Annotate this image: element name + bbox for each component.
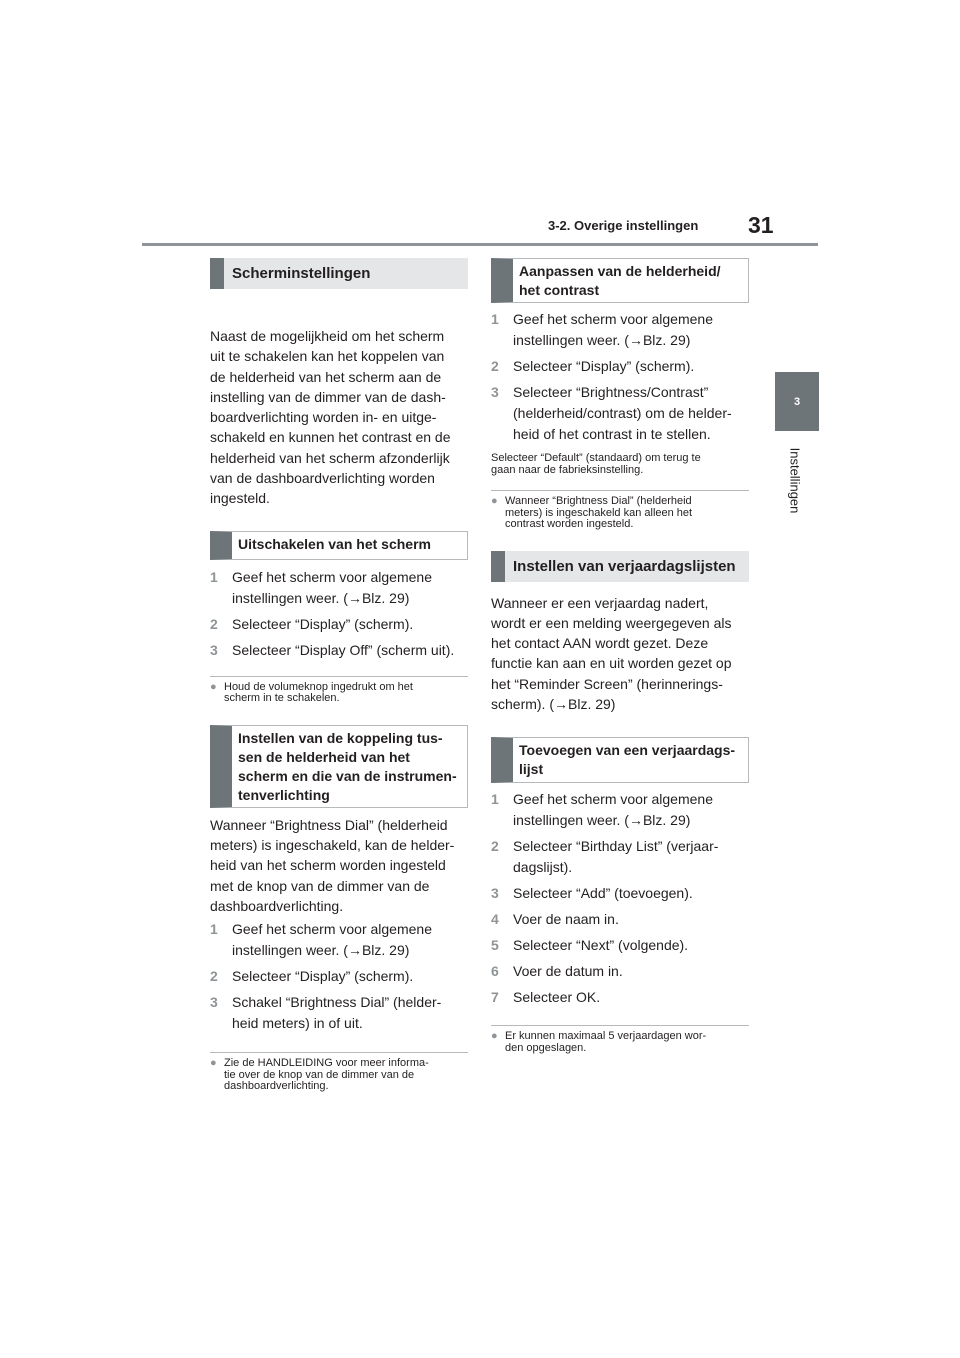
subheading-helderheid-contrast: Aanpassen van de helderheid/ het contrast <box>491 258 749 303</box>
step-item: 2 Selecteer “Display” (scherm). <box>210 615 414 632</box>
step-item: 3 Schakel “Brightness Dial” (helder- heid meters) in of uit. <box>210 994 442 1032</box>
step-item: 3 Selecteer “Add” (toevoegen). <box>491 885 693 902</box>
left-column <box>210 258 468 1093</box>
bullet-icon: ● <box>210 680 217 693</box>
note-volumeknop: ● Houd de volumeknop ingedrukt om het scherm in te schakelen. <box>210 680 413 705</box>
step-item: 1 Geef het scherm voor algemene instellingen weer. (→Blz. 29) <box>210 921 432 959</box>
step-item: 7 Selecteer OK. <box>491 989 601 1006</box>
step-item: 2 Selecteer “Display” (scherm). <box>491 358 695 374</box>
note-brightness-dial: ● Wanneer “Brightness Dial” (helderheid meters) is ingeschakeld kan alleen het contrast worden ingesteld. <box>491 495 693 530</box>
steps-uitschakelen <box>210 567 468 661</box>
subheading-koppeling: Instellen van de koppeling tus- sen de helderheid van het scherm en die van de instrumen- tenverlichting <box>210 725 468 808</box>
chapter-label <box>782 440 808 520</box>
paragraph-brightness-dial: Wanneer “Brightness Dial” (helderheid meters) is ingeschakeld, kan de helder- heid van het scherm worden ingesteld met de knop van de dimmer van de dashboardverlichting. <box>210 816 455 914</box>
steps-koppeling <box>210 919 468 1034</box>
section-heading-scherminstellingen: Scherminstellingen <box>210 258 468 289</box>
intro-paragraph: Naast de mogelijkheid om het scherm uit te schakelen kan het koppelen van de helderheid van het scherm aan de instelling van de dimmer van de dash- boardverlichting worden in- en uitge- schakeld en kunnen het contrast en de helderheid van het scherm afzonderlijk van de dashboardverlichting worden ingesteld. <box>210 328 451 507</box>
step-item: 3 Selecteer “Display Off” (scherm uit). <box>210 641 455 658</box>
subheading-toevoegen-verjaardag: Toevoegen van een verjaardags- lijst <box>491 737 749 783</box>
note-maximaal: ● Er kunnen maximaal 5 verjaardagen wor- den opgeslagen. <box>491 1030 707 1054</box>
step-item: 1 Geef het scherm voor algemene instellingen weer. (→Blz. 29) <box>491 311 713 348</box>
paragraph-verjaardag: Wanneer er een verjaardag nadert, wordt er een melding weergegeven als het contact AAN wordt gezet. Deze functie kan aan en uit worden gezet op het “Reminder Screen” (herinnerings- scherm). (→Blz. 29) <box>491 594 732 712</box>
section-heading-verjaardagslijsten: Instellen van verjaardagslijsten <box>491 551 749 582</box>
default-instruction: Selecteer “Default” (standaard) om terug te gaan naar de fabrieksinstelling. <box>491 452 701 476</box>
bullet-icon: ● <box>491 1030 498 1043</box>
step-item: 4 Voer de naam in. <box>491 911 619 928</box>
step-item: 2 Selecteer “Birthday List” (verjaar- dagslijst). <box>491 838 719 876</box>
bullet-icon: ● <box>491 495 498 507</box>
chapter-tab: 3 <box>775 372 819 431</box>
step-item: 2 Selecteer “Display” (scherm). <box>210 968 414 985</box>
subheading-uitschakelen: Uitschakelen van het scherm <box>210 531 468 560</box>
steps-helderheid <box>491 309 749 445</box>
step-item: 5 Selecteer “Next” (volgende). <box>491 937 689 954</box>
right-column <box>491 258 749 1054</box>
page-number: 31 <box>748 212 774 238</box>
steps-verjaardag <box>491 789 749 1008</box>
step-item: 6 Voer de datum in. <box>491 963 623 980</box>
step-item: 1 Geef het scherm voor algemene instellingen weer. (→Blz. 29) <box>210 568 432 606</box>
chapter-label-text: Instellingen <box>787 447 803 513</box>
header-divider <box>142 243 818 246</box>
step-item: 1 Geef het scherm voor algemene instellingen weer. (→Blz. 29) <box>491 791 713 829</box>
bullet-icon: ● <box>210 1057 217 1070</box>
step-item: 3 Selecteer “Brightness/Contrast” (helderheid/contrast) om de helder- heid of het contrast in te stellen. <box>491 384 732 442</box>
note-handleiding: ● Zie de HANDLEIDING voor meer informa- tie over de knop van de dimmer van de dashboardverlichting. <box>210 1057 429 1093</box>
section-title: 3-2. Overige instellingen <box>548 218 699 233</box>
